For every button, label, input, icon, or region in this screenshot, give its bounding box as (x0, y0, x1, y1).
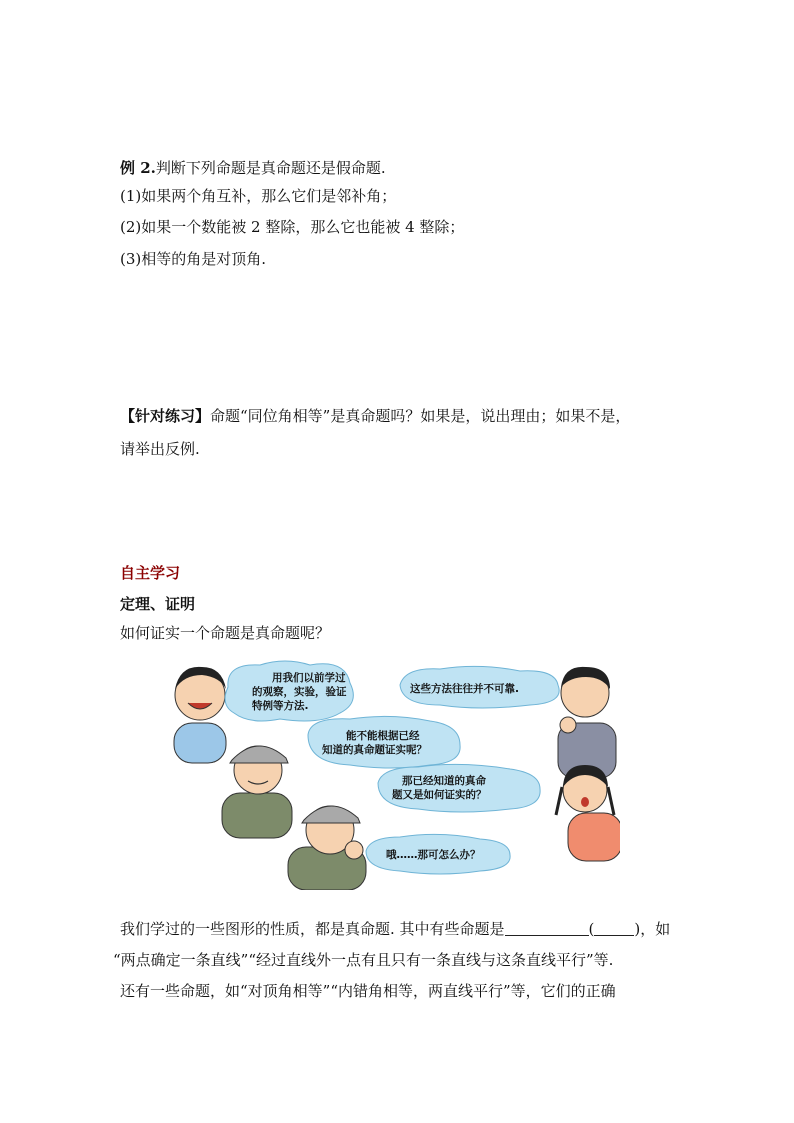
bubble-1-line-3: 特例等方法. (252, 700, 309, 712)
speech-bubble-2 (400, 666, 559, 708)
paragraph-line-3: 还有一些命题，如“对顶角相等”“内错角相等，两直线平行”等，它们的正确 (120, 982, 616, 1000)
speech-bubble-5 (366, 834, 510, 874)
boy-doubtful-figure (558, 667, 616, 778)
section-question: 如何证实一个命题是真命题呢？ (120, 624, 331, 642)
paragraph-line-1-c: )，如 (634, 920, 671, 938)
practice-line-2: 请举出反例. (120, 440, 200, 458)
bubble-3-line-2: 知道的真命题证实呢？ (322, 744, 427, 756)
bubble-5-line-1: 哦……那可怎么办？ (386, 849, 481, 861)
bubble-4-line-1: 那已经知道的真命 (402, 775, 486, 787)
example-item-2: (2)如果一个数能被 2 整除，那么它也能被 4 整除； (120, 218, 465, 236)
boy-laughing-figure (174, 667, 226, 763)
section-title: 自主学习 (120, 564, 181, 582)
example-item-1: (1)如果两个角互补，那么它们是邻补角； (120, 187, 397, 205)
practice-label: 【针对练习】 (120, 407, 211, 425)
section-subtitle: 定理、证明 (120, 595, 196, 613)
practice-line-1 (120, 405, 630, 427)
paragraph-line-1-a: 我们学过的一些图形的性质，都是真命题. 其中有些命题是 (120, 920, 505, 938)
blank-1 (505, 919, 589, 936)
paragraph-line-1-b: ( (588, 920, 595, 938)
blank-2 (594, 919, 634, 936)
bubble-1-line-1: 用我们以前学过 (272, 672, 346, 684)
practice-text-1: 命题“同位角相等”是真命题吗？如果是，说出理由；如果不是， (210, 407, 631, 425)
boy-cap-thinking-figure (288, 806, 366, 890)
paragraph-line-2: “两点确定一条直线”“经过直线外一点有且只有一条直线与这条直线平行”等. (113, 951, 614, 969)
example-label: 例 2. (120, 159, 156, 177)
girl-questioning-figure (556, 765, 620, 861)
bubble-4-line-2: 题又是如何证实的？ (392, 789, 487, 801)
boy-cap-arms-crossed-figure (222, 746, 292, 838)
dialogue-illustration (160, 655, 620, 890)
speech-bubble-3 (308, 716, 460, 768)
example-2-title (120, 157, 386, 179)
example-title-text: 判断下列命题是真命题还是假命题. (155, 159, 386, 177)
speech-bubble-1 (225, 661, 353, 721)
bubble-3-line-1: 能不能根据已经 (346, 730, 420, 742)
bubble-1-line-2: 的观察，实验，验证 (252, 686, 347, 698)
paragraph-line-1 (120, 918, 670, 940)
bubble-2-line-1: 这些方法往往并不可靠. (410, 683, 519, 695)
example-item-3: (3)相等的角是对顶角. (120, 250, 267, 268)
speech-bubble-4 (378, 764, 540, 812)
